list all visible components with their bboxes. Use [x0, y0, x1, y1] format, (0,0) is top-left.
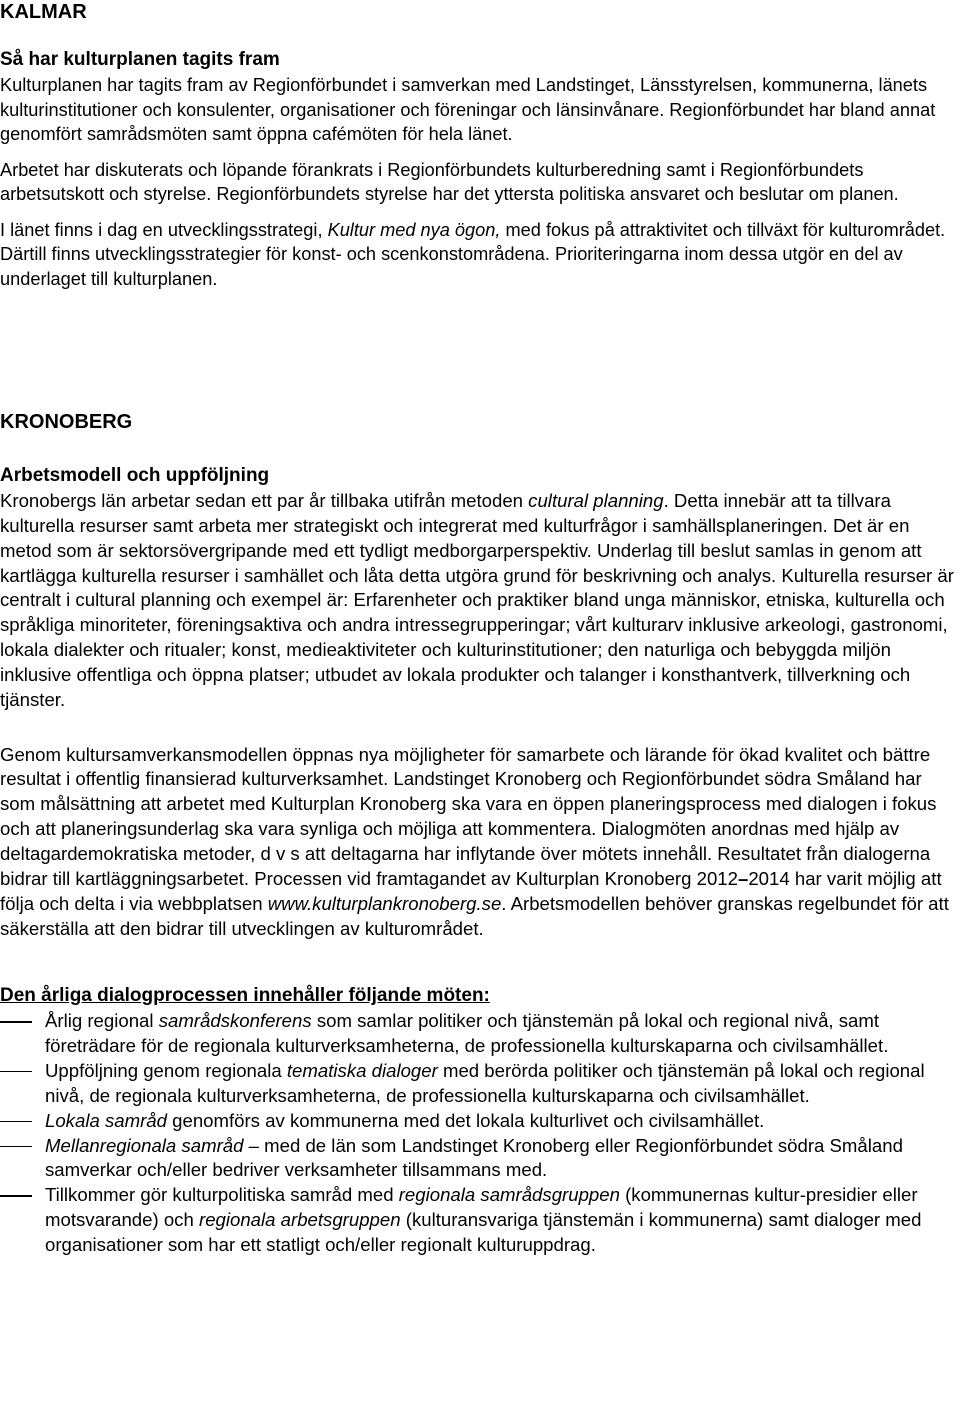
kalmar-subheading: Så har kulturplanen tagits fram — [0, 49, 280, 70]
item-text-c: (kulturansvariga tjänstemän i kommunerna) samt dialoger med organisationer som har ett statligt och/eller regionalt kulturuppdrag. — [45, 1209, 922, 1255]
kronoberg-p2-text-c: . Arbetsmodellen behöver granskas regelbundet för att säkerställa att den bidrar till utvecklingen av kulturområdet. — [0, 892, 949, 939]
kronoberg-p1-text-b: . Detta innebär att ta tillvara kulturella resurser samt arbeta mer strategiskt och integrerat med kulturfrågor i samhällsplaneringen. Det är en metod som är sektorsövergripande med ett tydligt medborgarperspektiv. Underlag till beslut samlas in genom att kartlägga kulturella resurser i samhället och låta detta utgöra grund för beskrivning och analys. Kulturella resurser är centralt i cultural planning och exempel är: Erfarenheter och praktiker bland unga människor, etniska, kulturella och språkliga minoriteter, föreningsaktiva och andra intressegrupperingar; vårt kulturarv inklusive arkeologi, gastronomi, lokala dialekter och ritualer; konst, medieaktiviteter och kulturinstitutioner; den naturliga och bebyggda miljön inklusive offentliga och öppna platser; utbudet av lokala produkter och talanger i konsthantverk, tillverkning och tjänster. — [0, 490, 954, 710]
kronoberg-heading: KRONOBERG — [0, 411, 133, 433]
list-item — [0, 1134, 958, 1184]
kalmar-paragraph-1: Kulturplanen har tagits fram av Regionförbundet i samverkan med Landstinget, Länsstyrelsen, kommunerna, länets kulturinstitutioner och konsulenter, organisationer och föreningar och länsinvånare. Regionförbundet har bland annat genomfört samrådsmöten samt öppna cafémöten för hela länet. — [0, 75, 936, 144]
kronoberg-subheading: Arbetsmodell och uppföljning — [0, 465, 270, 486]
kronoberg-paragraph-2 — [0, 743, 958, 942]
kalmar-strategy-title: Kultur med nya ögon, — [327, 219, 501, 240]
kronoberg-p2-text-a: Genom kultursamverkansmodellen öppnas nya möjligheter för samarbete och lärande för ökad kvalitet och bättre resultat i offentlig finansierad kulturverksamhet. Landstinget Kronoberg och Regionförbundet södra Småland har som målsättning att arbetet med Kulturplan Kronoberg ska vara en öppen planeringsprocess med dialogen i fokus och att planeringsunderlag ska vara synliga och möjliga att kommentera. Dialogmöten anordnas med hjälp av deltagardemokratiska metoder, d v s att deltagarna har inflytande över mötets innehåll. Resultatet från dialogerna bidrar till kartläggningsarbetet. Processen vid framtagandet av Kulturplan Kronoberg 2012 — [0, 743, 937, 889]
list-item — [0, 1059, 958, 1109]
item-text-b: – med de län som Landstinget Kronoberg eller Regionförbundet södra Småland samverkar och/eller bedriver verksamheter tillsammans med. — [45, 1134, 903, 1181]
kronoberg-p1-text-a: Kronobergs län arbetar sedan ett par år tillbaka utifrån metoden — [0, 490, 529, 511]
kronoberg-section — [0, 410, 958, 1258]
list-item — [0, 1183, 958, 1258]
kalmar-heading: KALMAR — [0, 1, 87, 23]
dialog-process-heading: Den årliga dialogprocessen innehåller följande möten: — [0, 985, 490, 1007]
dash-bullet — [0, 1146, 32, 1147]
website-link[interactable]: www.kulturplankronoberg.se — [267, 892, 502, 914]
dash-bullet — [0, 1071, 32, 1072]
dash-bullet — [0, 1195, 32, 1196]
item-emphasis: regionala samrådsgruppen — [398, 1184, 620, 1206]
dialog-meetings-list — [0, 1009, 958, 1257]
year-range-dash: – — [738, 867, 749, 889]
kalmar-p3-text-b: med fokus på attraktivitet och tillväxt för kulturområdet. Därtill finns utvecklingsstrategier för konst- och scenkonstområdena. Prioriteringarna inom dessa utgör en del av underlaget till kulturplanen. — [0, 219, 946, 289]
dash-bullet — [0, 1021, 32, 1022]
dash-bullet — [0, 1121, 32, 1122]
item-emphasis: samrådskonferens — [158, 1010, 312, 1032]
item-emphasis-2: regionala arbetsgruppen — [199, 1209, 401, 1231]
item-text-a: Årlig regional — [45, 1010, 159, 1032]
kronoberg-paragraph-1 — [0, 489, 958, 713]
kalmar-p3-text-a: I länet finns i dag en utvecklingsstrategi, — [0, 219, 328, 240]
kalmar-paragraph-3 — [0, 218, 958, 292]
kalmar-paragraph-2: Arbetet har diskuterats och löpande förankrats i Regionförbundets kulturberedning samt i Regionförbundets arbetsutskott och styrelse. Regionförbundets styrelse har det yttersta politiska ansvaret och beslutar om planen. — [0, 159, 899, 204]
list-item — [0, 1109, 958, 1134]
item-text-a: Uppföljning genom regionala — [45, 1060, 287, 1082]
item-text-a: Tillkommer gör kulturpolitiska samråd med — [45, 1184, 399, 1206]
kronoberg-p2-text-b: 2014 har varit möjlig att följa och delta i via webbplatsen — [0, 867, 942, 914]
cultural-planning-term: cultural planning — [528, 490, 664, 511]
item-text-b: med berörda politiker och tjänstemän på lokal och regional nivå, de regionala kulturverksamheterna, de professionella kulturskaparna och civilsamhället. — [45, 1060, 925, 1106]
item-text-b: som samlar politiker och tjänstemän på lokal och regional nivå, samt företrädare för de regionala kulturverksamheterna, de professionella kulturskaparna och civilsamhället. — [45, 1010, 889, 1057]
kalmar-section — [0, 0, 958, 291]
list-item — [0, 1009, 958, 1059]
item-emphasis: Mellanregionala samråd — [45, 1134, 244, 1156]
item-text-b: (kommunernas kultur-presidier eller motsvarande) och — [45, 1184, 918, 1231]
item-text-b: genomförs av kommunerna med det lokala kulturlivet och civilsamhället. — [166, 1109, 765, 1131]
item-emphasis: tematiska dialoger — [286, 1060, 438, 1082]
item-emphasis: Lokala samråd — [45, 1109, 167, 1131]
